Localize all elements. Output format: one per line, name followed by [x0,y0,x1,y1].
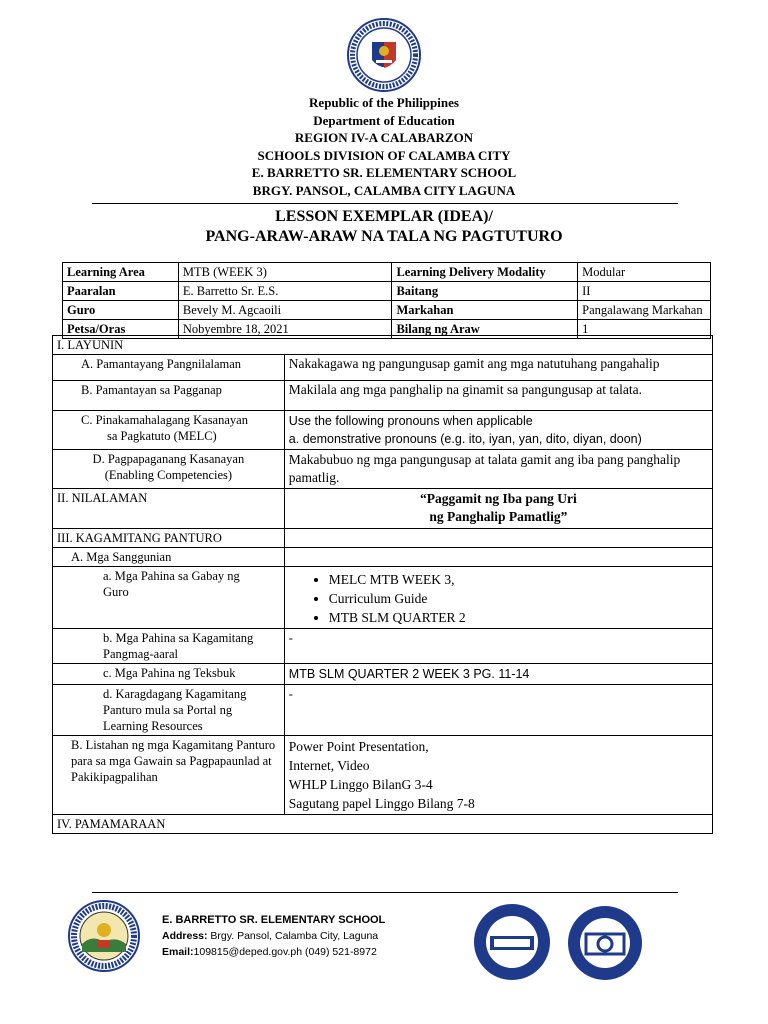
modality-value: Modular [578,263,711,282]
row-b-label: B. Pamantayan sa Pagganap [53,381,285,411]
table-row [63,301,711,320]
header-division: SCHOOLS DIVISION OF CALAMBA CITY [257,147,511,163]
table-row [53,629,713,664]
row-d-value: Makabubuo ng mga pangungusap at talata gamit ang iba pang panghalip pamatlig. [284,450,712,489]
dqs-iso-logo-icon [566,904,644,982]
row-rd-value: - [284,685,712,736]
row-c-label [53,411,285,450]
deped-seal-icon [347,18,421,92]
footer-address-value: Brgy. Pansol, Calamba City, Laguna [207,930,379,942]
row-c-value-2: a. demonstrative pronouns (e.g. ito, iyan, yan, dito, diyan, doon) [288,432,642,446]
nilalaman-value [284,489,712,529]
lesson-table [52,335,713,834]
table-row [53,529,713,548]
row-d-label-2: (Enabling Competencies) [104,468,233,482]
row-ra-value [284,567,712,629]
section-layunin: I. LAYUNIN [53,336,713,355]
info-table [62,262,711,339]
baitang-label: Baitang [392,282,578,301]
footer-address [162,928,385,944]
table-row [63,263,711,282]
table-row [53,664,713,685]
empty-cell [284,529,712,548]
footer-email [162,944,385,960]
table-row [53,548,713,567]
learning-area-value: MTB (WEEK 3) [178,263,392,282]
modality-label: Learning Delivery Modality [392,263,578,282]
nilalaman-value-2: ng Panghalip Pamatlig” [429,509,568,524]
footer-email-label: Email: [162,946,194,958]
table-row [53,685,713,736]
mga-sanggunian-label: A. Mga Sanggunian [53,548,285,567]
petsa-value: Nobyembre 18, 2021 [178,320,392,339]
list-item: • Curriculum Guide [329,589,708,608]
iqnet-certified-logo-icon [472,902,552,982]
row-a-label: A. Pamantayang Pangnilalaman [53,355,285,381]
baitang-value: II [578,282,711,301]
row-rd-label: d. Karagdagang Kagamitang Panturo mula sa Portal ng Learning Resources [53,685,285,736]
table-row [53,567,713,629]
school-seal-icon [68,900,140,972]
table-row [53,450,713,489]
row-c-value [284,411,712,450]
header-address: BRGY. PANSOL, CALAMBA CITY LAGUNA [252,182,516,198]
learning-area-label: Learning Area [63,263,179,282]
header-divider [92,203,678,204]
list-item: Internet, Video [288,758,370,773]
row-c-label-1: C. Pinakamahalagang Kasanayan [81,413,248,427]
footer-email-value: 109815@deped.gov.ph (049) 521-8972 [193,946,377,958]
row-rb-value: - [284,629,712,664]
petsa-label: Petsa/Oras [63,320,179,339]
list-item: WHLP Linggo BilanG 3-4 [288,777,433,792]
row-a-value: Nakakagawa ng pangungusap gamit ang mga natutuhang pangahalip [284,355,712,381]
row-c-label-2: sa Pagkatuto (MELC) [107,429,217,443]
list-item: Sagutang papel Linggo Bilang 7-8 [288,796,475,811]
row-ra-label: a. Mga Pahina sa Gabay ng Guro [53,567,285,629]
footer-divider [92,892,678,893]
empty-cell [284,548,712,567]
list-item: • MTB SLM QUARTER 2 [329,608,708,627]
header-republic: Republic of the Philippines [309,95,459,110]
header-school: E. BARRETTO SR. ELEMENTARY SCHOOL [251,165,517,181]
row-rc-label: c. Mga Pahina ng Teksbuk [53,664,285,685]
header-department: Department of Education [313,112,455,128]
row-bl-label: B. Listahan ng mga Kagamitang Panturo para sa mga Gawain sa Pagpapaunlad at Pakikipagpalihan [53,736,285,815]
bilang-label: Bilang ng Araw [392,320,578,339]
table-row [53,489,713,529]
table-row [63,282,711,301]
table-row [53,815,713,834]
paaralan-value: E. Barretto Sr. E.S. [178,282,392,301]
bilang-value: 1 [578,320,711,339]
guro-label: Guro [63,301,179,320]
row-bl-value [284,736,712,815]
header-region: REGION IV-A CALABARZON [294,130,474,146]
title-line-2: PANG-ARAW-ARAW NA TALA NG PAGTUTURO [205,228,563,245]
row-d-label [53,450,285,489]
table-row [53,411,713,450]
row-b-value: Makilala ang mga panghalip na ginamit sa pangungusap at talata. [284,381,712,411]
table-row [53,381,713,411]
row-d-label-1: D. Pagpapaganang Kasanayan [92,452,245,466]
footer-address-label: Address: [162,930,208,942]
markahan-label: Markahan [392,301,578,320]
list-item: Power Point Presentation, [288,739,429,754]
section-nilalaman: II. NILALAMAN [53,489,285,529]
list-item: • MELC MTB WEEK 3, [329,570,708,589]
nilalaman-value-1: “Paggamit ng Iba pang Uri [420,491,577,506]
section-kagamitang-panturo: III. KAGAMITANG PANTURO [53,529,285,548]
section-pamamaraan: IV. PAMAMARAAN [53,815,713,834]
title-line-1: LESSON EXEMPLAR (IDEA)/ [275,208,493,225]
table-row [53,336,713,355]
markahan-value: Pangalawang Markahan [578,301,711,320]
row-rc-value: MTB SLM QUARTER 2 WEEK 3 PG. 11-14 [284,664,712,685]
table-row [53,736,713,815]
table-row [53,355,713,381]
row-c-value-1: Use the following pronouns when applicable [288,414,533,428]
footer-school-name: E. BARRETTO SR. ELEMENTARY SCHOOL [162,914,386,926]
guro-value: Bevely M. Agcaoili [178,301,392,320]
paaralan-label: Paaralan [63,282,179,301]
row-rb-label: b. Mga Pahina sa Kagamitang Pangmag-aaral [53,629,285,664]
